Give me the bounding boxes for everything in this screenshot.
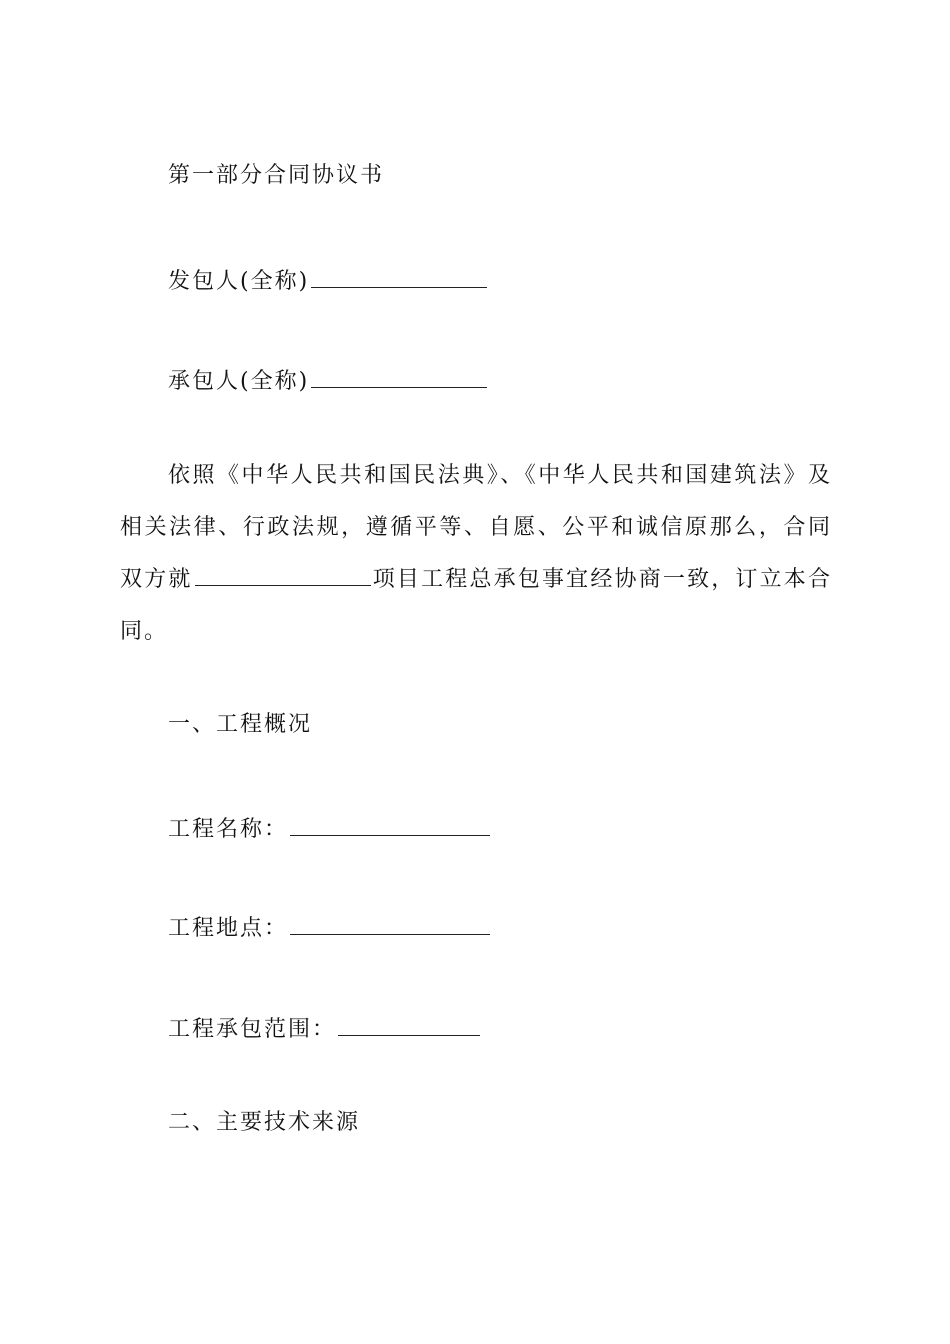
contractor-blank[interactable] xyxy=(311,365,487,388)
section2-title: 二、主要技术来源 xyxy=(168,1110,361,1135)
basis-text-2: 项目工程总承包事宜经协商一致，订立本合同。 xyxy=(120,567,832,644)
contractor-line xyxy=(168,365,487,395)
project-name-label: 工程名称： xyxy=(168,817,289,842)
section1-title: 一、工程概况 xyxy=(168,712,313,737)
project-name-blank[interactable] xyxy=(290,813,490,836)
basis-text-1: 依照《中华人民共和国民法典》、《中华人民共和国建筑法》及相关法律、行政法规，遵循平等、自愿、公平和诚信原那么，合同双方就 xyxy=(120,463,832,592)
employer-label: 发包人(全称) xyxy=(168,269,310,294)
basis-paragraph xyxy=(120,450,832,658)
project-location-blank[interactable] xyxy=(290,912,490,935)
project-scope-blank[interactable] xyxy=(338,1013,480,1036)
employer-line xyxy=(168,265,487,295)
employer-blank[interactable] xyxy=(311,265,487,288)
project-blank[interactable] xyxy=(195,563,371,586)
project-location-label: 工程地点： xyxy=(168,916,289,941)
project-scope-line xyxy=(168,1013,480,1043)
project-name-line xyxy=(168,813,490,843)
project-scope-label: 工程承包范围： xyxy=(168,1017,337,1042)
project-location-line xyxy=(168,912,490,942)
contractor-label: 承包人(全称) xyxy=(168,369,310,394)
agreement-heading: 第一部分合同协议书 xyxy=(168,163,385,188)
